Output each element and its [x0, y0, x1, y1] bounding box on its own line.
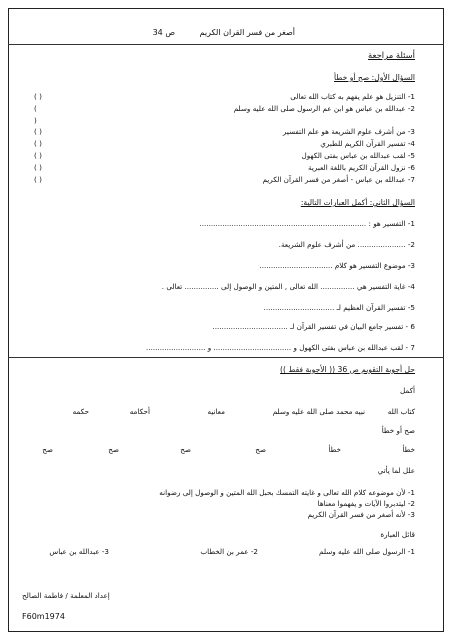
q1-item-4: 4- تفسير القرآن الكريم للطبري — [320, 139, 415, 148]
q1-answer-bracket-4: ( ) — [34, 139, 42, 148]
truefalse-answer-3: صح — [255, 445, 266, 454]
q1-item-7: 7- عبدالله بن عباس - أصغر من فسر القرآن الكريم — [262, 175, 415, 184]
answers-heading: حل أجوبة التقويم ص 36 (( الأجوبة فقط )) — [280, 365, 415, 374]
q1-answer-bracket-7: ( ) — [34, 175, 42, 184]
q1-answer-bracket-1: ( ) — [34, 92, 42, 101]
author-credit: إعداد المعلمة / فاطمة الصالح — [22, 591, 110, 600]
truefalse-answer-1: خطأ — [402, 445, 415, 454]
q2-item-7: 7 - لقب عبدالله بن عباس بفتى الكهول و .................................. و .......................... — [146, 343, 415, 352]
q1-answer-bracket-2a: ( — [34, 104, 37, 113]
q2-item-3: 3- موضوع التفسير هو كلام ................................ — [259, 261, 415, 270]
review-heading: أسئلة مراجعة — [368, 50, 415, 60]
explain-answer-1: 1- لأن موضوعه كلام الله تعالى و غايته التمسك بحبل الله المتين و الوصول إلى رضوانه — [159, 488, 415, 497]
header-divider — [8, 44, 444, 45]
q1-heading: السؤال الأول: صح أو خطأ — [334, 73, 415, 82]
who-answer-2: 2- عمر بن الخطاب — [200, 547, 258, 556]
page-number: ص 34 — [152, 28, 175, 37]
q1-answer-bracket-6: ( ) — [34, 163, 42, 172]
document-code: F60m1974 — [22, 612, 65, 621]
explain-heading: علل لما يأتي — [377, 466, 415, 475]
complete-answer-3: معانيه — [207, 407, 225, 416]
explain-answer-2: 2- ليتدبروا الآيات و يفهموا معناها — [317, 499, 415, 508]
q1-item-3: 3- من أشرف علوم الشريعة هو علم التفسير — [282, 127, 415, 136]
q1-answer-bracket-2b: ) — [34, 116, 37, 125]
truefalse-answer-4: صح — [180, 445, 191, 454]
q1-item-6: 6- نزول القرآن الكريم باللغة العبرية — [308, 163, 415, 172]
q2-item-5: 5- تفسير القرآن العظيم لـ ............................... — [263, 303, 415, 312]
truefalse-answer-2: خطأ — [328, 445, 341, 454]
who-answer-3: 3- عبدالله بن عباس — [49, 547, 109, 556]
q1-item-1: 1- التنزيل هو علم يفهم به كتاب الله تعالى — [290, 92, 415, 101]
complete-heading: أكمل — [399, 386, 415, 395]
q1-item-5: 5- لقب عبدالله بن عباس بفتى الكهول — [301, 151, 415, 160]
complete-answer-2: نبيه محمد صلى الله عليه وسلم — [272, 407, 365, 416]
q1-answer-bracket-3: ( ) — [34, 127, 42, 136]
who-heading: قائل العبارة — [380, 530, 415, 539]
complete-answer-1: كتاب الله — [387, 407, 415, 416]
q2-item-4: 4- غاية التفسير هي ............... الله تعالى , المتين و الوصول إلى ............... تعالى . — [161, 282, 415, 291]
truefalse-answer-6: صح — [42, 445, 53, 454]
q2-item-1: 1- التفسير هو : ......................................................................... — [199, 219, 415, 228]
complete-answer-4: أحكامه — [129, 407, 150, 416]
who-answer-1: 1- الرسول صلى الله عليه وسلم — [319, 547, 415, 556]
explain-answer-3: 3- لأنه أصغر من فسر القرآن الكريم — [307, 510, 415, 519]
q2-item-6: 6 - تفسير جامع البيان في تفسير القرآن لـ ................................. — [212, 322, 415, 331]
q1-item-2: 2- عبدالله بن عباس هو ابن عم الرسول صلى الله عليه وسلم — [233, 104, 415, 113]
complete-answer-5: حكمه — [72, 407, 89, 416]
q2-heading: السؤال الثاني: أكمل العبارات التالية: — [300, 198, 415, 207]
truefalse-answer-5: صح — [108, 445, 119, 454]
q1-answer-bracket-5: ( ) — [34, 151, 42, 160]
section-divider — [8, 357, 444, 358]
worksheet-title: أصغر من فسر القران الكريم — [199, 28, 295, 37]
truefalse-heading: صح أو خطأ — [381, 426, 415, 435]
q2-item-2: 2- ..................... من أشرف علوم الشريعة. — [278, 240, 415, 249]
